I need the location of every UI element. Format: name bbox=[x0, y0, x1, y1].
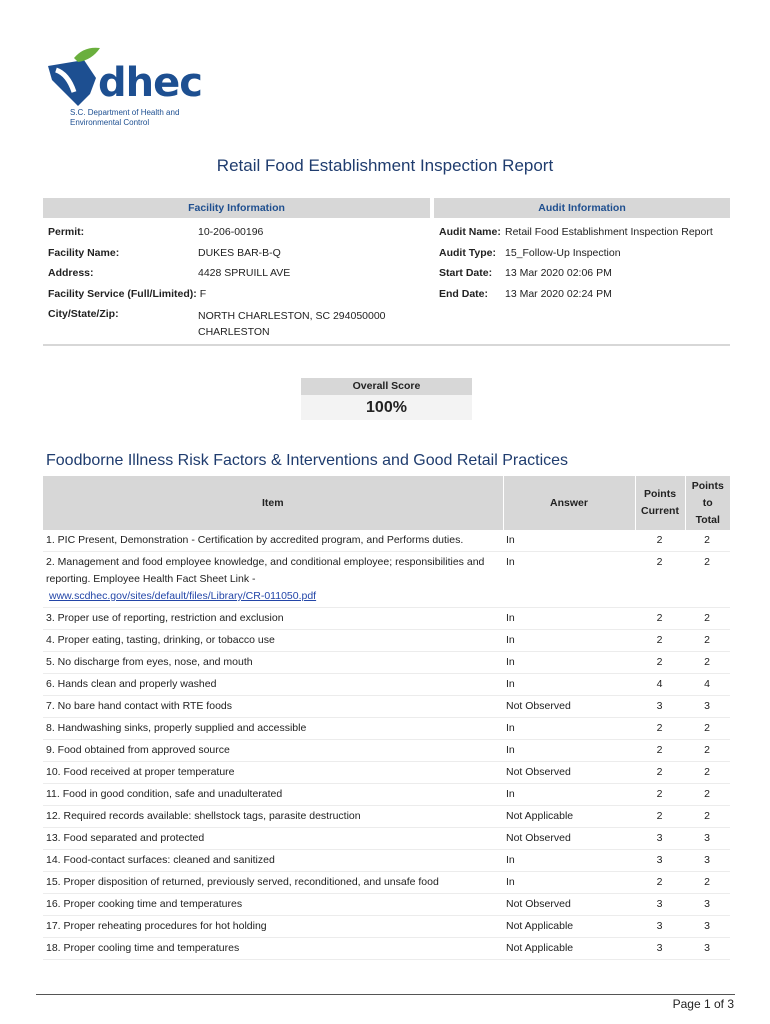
logo-subtitle-line2: Environmental Control bbox=[70, 118, 150, 127]
answer-cell: In bbox=[503, 872, 635, 894]
item-text: 7. No bare hand contact with RTE foods bbox=[46, 700, 232, 712]
answer-cell: In bbox=[503, 530, 635, 552]
audit-name-label: Audit Name: bbox=[439, 226, 501, 238]
audit-name-value: Retail Food Establishment Inspection Report bbox=[505, 226, 713, 238]
item-cell bbox=[43, 828, 503, 850]
item-cell bbox=[43, 916, 503, 938]
start-date-label: Start Date: bbox=[439, 267, 493, 279]
item-text: 1. PIC Present, Demonstration - Certification by accredited program, and Performs duties. bbox=[46, 534, 464, 546]
item-cell bbox=[43, 530, 503, 552]
table-row bbox=[43, 674, 730, 696]
item-text: 15. Proper disposition of returned, previously served, reconditioned, and unsafe food bbox=[46, 876, 439, 888]
answer-cell: Not Observed bbox=[503, 696, 635, 718]
points-total-cell: 2 bbox=[685, 552, 730, 608]
city-state-zip-value bbox=[198, 308, 386, 340]
points-current-cell: 2 bbox=[635, 806, 685, 828]
footer-divider bbox=[36, 994, 735, 995]
item-cell bbox=[43, 740, 503, 762]
points-total-cell: 4 bbox=[685, 674, 730, 696]
points-total-cell: 3 bbox=[685, 696, 730, 718]
item-text: 3. Proper use of reporting, restriction and exclusion bbox=[46, 612, 284, 624]
points-total-cell: 2 bbox=[685, 630, 730, 652]
logo-wordmark: dhec bbox=[98, 60, 202, 106]
points-total-cell: 2 bbox=[685, 652, 730, 674]
table-row bbox=[43, 850, 730, 872]
table-row bbox=[43, 784, 730, 806]
answer-cell: Not Observed bbox=[503, 828, 635, 850]
points-current-header-line1: Points bbox=[643, 488, 677, 500]
city-state-zip-line2: CHARLESTON bbox=[198, 326, 270, 338]
points-current-cell: 2 bbox=[635, 718, 685, 740]
points-total-column-header bbox=[685, 476, 730, 530]
table-row bbox=[43, 530, 730, 552]
table-row bbox=[43, 828, 730, 850]
table-body bbox=[43, 530, 730, 960]
table-row bbox=[43, 696, 730, 718]
table-row bbox=[43, 630, 730, 652]
item-cell bbox=[43, 608, 503, 630]
table-row bbox=[43, 652, 730, 674]
item-cell bbox=[43, 806, 503, 828]
table-row bbox=[43, 608, 730, 630]
answer-cell: In bbox=[503, 552, 635, 608]
item-cell bbox=[43, 552, 503, 608]
item-text: 11. Food in good condition, safe and unadulterated bbox=[46, 788, 283, 800]
address-value: 4428 SPRUILL AVE bbox=[198, 267, 291, 279]
points-total-header-line3: Total bbox=[695, 513, 720, 526]
table-header-row bbox=[43, 476, 730, 530]
answer-cell: Not Observed bbox=[503, 762, 635, 784]
item-cell bbox=[43, 938, 503, 960]
points-current-cell: 3 bbox=[635, 916, 685, 938]
points-total-cell: 2 bbox=[685, 530, 730, 552]
item-cell bbox=[43, 762, 503, 784]
points-current-cell: 2 bbox=[635, 530, 685, 552]
item-text: 12. Required records available: shellstock tags, parasite destruction bbox=[46, 810, 361, 822]
item-cell bbox=[43, 652, 503, 674]
points-current-cell: 2 bbox=[635, 762, 685, 784]
points-current-cell: 2 bbox=[635, 630, 685, 652]
points-total-cell: 2 bbox=[685, 784, 730, 806]
item-cell bbox=[43, 696, 503, 718]
table-row bbox=[43, 552, 730, 608]
end-date-label: End Date: bbox=[439, 288, 489, 300]
facility-name-value: DUKES BAR-B-Q bbox=[198, 247, 281, 259]
city-state-zip-line1: NORTH CHARLESTON, SC 294050000 bbox=[198, 310, 386, 322]
table-row bbox=[43, 916, 730, 938]
points-total-cell: 3 bbox=[685, 938, 730, 960]
item-text: 8. Handwashing sinks, properly supplied and accessible bbox=[46, 722, 307, 734]
answer-cell: In bbox=[503, 784, 635, 806]
answer-column-header: Answer bbox=[503, 476, 635, 530]
points-current-cell: 3 bbox=[635, 894, 685, 916]
audit-type-label: Audit Type: bbox=[439, 247, 496, 259]
item-text: 16. Proper cooking time and temperatures bbox=[46, 898, 243, 910]
item-cell bbox=[43, 674, 503, 696]
table-row bbox=[43, 894, 730, 916]
points-total-cell: 2 bbox=[685, 718, 730, 740]
points-current-cell: 2 bbox=[635, 608, 685, 630]
item-text: 2. Management and food employee knowledge, and conditional employee; responsibilities and reporting. Employee Health Fact Sheet Link - bbox=[46, 556, 485, 585]
answer-cell: In bbox=[503, 608, 635, 630]
item-cell bbox=[43, 894, 503, 916]
item-text: 5. No discharge from eyes, nose, and mouth bbox=[46, 656, 253, 668]
employee-health-fact-sheet-link[interactable]: www.scdhec.gov/sites/default/files/Library/CR-011050.pdf bbox=[49, 590, 317, 602]
table-row bbox=[43, 740, 730, 762]
start-date-value: 13 Mar 2020 02:06 PM bbox=[505, 267, 612, 279]
item-text: 17. Proper reheating procedures for hot holding bbox=[46, 920, 267, 932]
item-cell bbox=[43, 784, 503, 806]
city-state-zip-label: City/State/Zip: bbox=[48, 308, 119, 320]
points-total-header-line1: Points bbox=[691, 479, 724, 492]
answer-cell: Not Applicable bbox=[503, 916, 635, 938]
points-total-header-line2: to bbox=[702, 496, 713, 509]
overall-score-label: Overall Score bbox=[301, 378, 472, 395]
answer-cell: In bbox=[503, 652, 635, 674]
answer-cell: Not Applicable bbox=[503, 806, 635, 828]
points-total-cell: 3 bbox=[685, 828, 730, 850]
item-text: 13. Food separated and protected bbox=[46, 832, 205, 844]
answer-cell: In bbox=[503, 674, 635, 696]
answer-cell: Not Applicable bbox=[503, 938, 635, 960]
points-total-cell: 2 bbox=[685, 806, 730, 828]
facility-service-value: F bbox=[199, 288, 207, 300]
report-title: Retail Food Establishment Inspection Report bbox=[216, 156, 554, 175]
facility-name-label: Facility Name: bbox=[48, 247, 120, 259]
points-current-cell: 2 bbox=[635, 740, 685, 762]
item-cell bbox=[43, 630, 503, 652]
points-current-cell: 2 bbox=[635, 872, 685, 894]
facility-info-header: Facility Information bbox=[43, 198, 430, 218]
overall-score-box bbox=[301, 378, 472, 420]
points-current-cell: 3 bbox=[635, 938, 685, 960]
permit-label: Permit: bbox=[48, 226, 85, 238]
address-label: Address: bbox=[48, 267, 94, 279]
item-text: 14. Food-contact surfaces: cleaned and sanitized bbox=[46, 854, 275, 866]
points-current-cell: 4 bbox=[635, 674, 685, 696]
facility-service-label: Facility Service (Full/Limited): bbox=[48, 288, 197, 300]
answer-cell: In bbox=[503, 740, 635, 762]
points-total-cell: 2 bbox=[685, 872, 730, 894]
inspection-items-table bbox=[43, 476, 730, 960]
table-row bbox=[43, 872, 730, 894]
item-column-header: Item bbox=[43, 476, 503, 530]
item-text: 18. Proper cooling time and temperatures bbox=[46, 942, 240, 954]
points-current-cell: 2 bbox=[635, 552, 685, 608]
item-cell bbox=[43, 872, 503, 894]
item-text: 4. Proper eating, tasting, drinking, or tobacco use bbox=[46, 634, 275, 646]
overall-score-value: 100% bbox=[301, 395, 472, 420]
points-total-cell: 2 bbox=[685, 608, 730, 630]
table-row bbox=[43, 938, 730, 960]
audit-type-value: 15_Follow-Up Inspection bbox=[505, 247, 621, 259]
answer-cell: In bbox=[503, 850, 635, 872]
item-text: 10. Food received at proper temperature bbox=[46, 766, 235, 778]
end-date-value: 13 Mar 2020 02:24 PM bbox=[505, 288, 612, 300]
item-text: 6. Hands clean and properly washed bbox=[46, 678, 217, 690]
logo-subtitle bbox=[70, 108, 210, 128]
permit-value: 10-206-00196 bbox=[198, 226, 264, 238]
points-total-cell: 3 bbox=[685, 916, 730, 938]
points-current-cell: 3 bbox=[635, 696, 685, 718]
answer-cell: Not Observed bbox=[503, 894, 635, 916]
points-current-header-line2: Current bbox=[641, 505, 679, 517]
table-row bbox=[43, 806, 730, 828]
item-cell bbox=[43, 850, 503, 872]
item-text: 9. Food obtained from approved source bbox=[46, 744, 230, 756]
dhec-logo bbox=[44, 44, 204, 134]
points-total-cell: 3 bbox=[685, 894, 730, 916]
points-total-cell: 2 bbox=[685, 762, 730, 784]
facility-service-row bbox=[48, 288, 206, 300]
logo-subtitle-line1: S.C. Department of Health and bbox=[70, 108, 180, 117]
item-cell bbox=[43, 718, 503, 740]
answer-cell: In bbox=[503, 630, 635, 652]
points-current-cell: 2 bbox=[635, 784, 685, 806]
points-current-cell: 2 bbox=[635, 652, 685, 674]
answer-cell: In bbox=[503, 718, 635, 740]
points-current-cell: 3 bbox=[635, 828, 685, 850]
audit-info-header: Audit Information bbox=[434, 198, 730, 218]
points-current-column-header bbox=[635, 476, 685, 530]
page-number: Page 1 of 3 bbox=[672, 997, 734, 1011]
points-current-cell: 3 bbox=[635, 850, 685, 872]
table-row bbox=[43, 718, 730, 740]
points-total-cell: 3 bbox=[685, 850, 730, 872]
section-title: Foodborne Illness Risk Factors & Interventions and Good Retail Practices bbox=[46, 452, 569, 469]
sc-state-leaf-icon bbox=[44, 44, 104, 114]
info-panel bbox=[43, 198, 730, 346]
points-total-cell: 2 bbox=[685, 740, 730, 762]
table-row bbox=[43, 762, 730, 784]
